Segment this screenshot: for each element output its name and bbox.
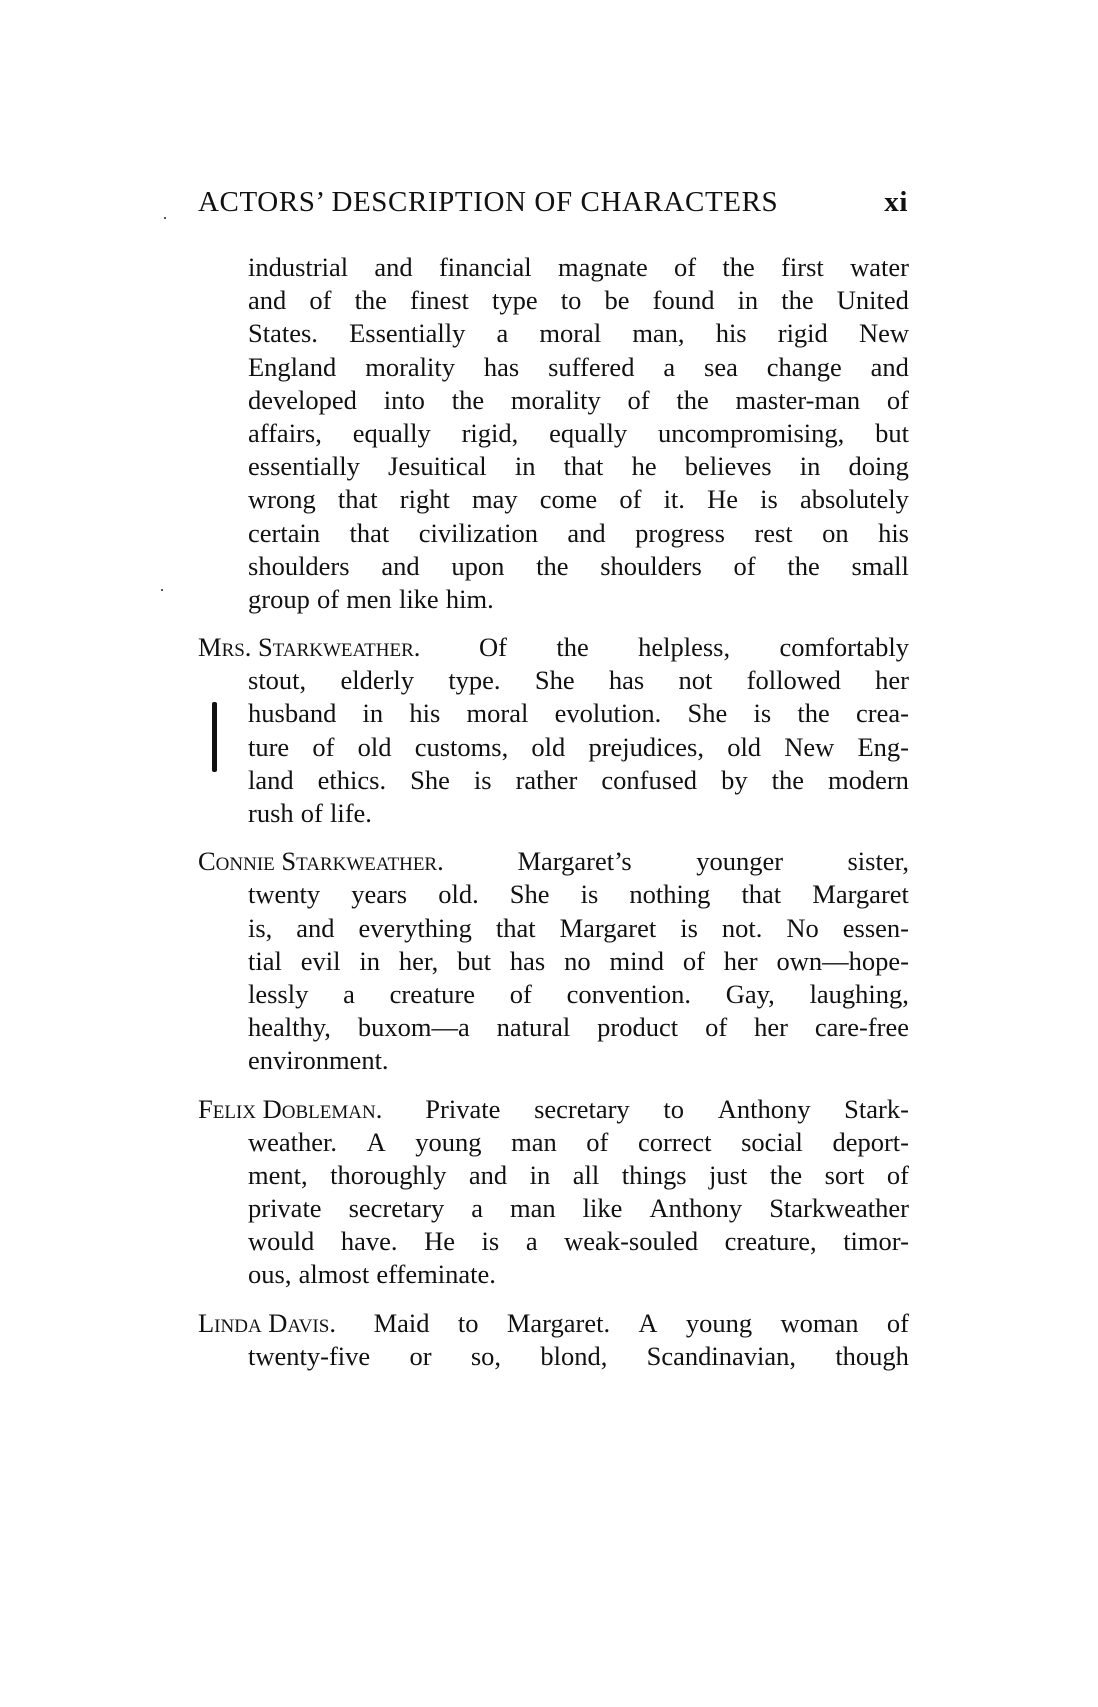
word: in — [359, 945, 380, 976]
word: Starkweather — [769, 1193, 909, 1224]
word: Eng- — [857, 731, 909, 762]
word: natural — [496, 1012, 571, 1043]
word: Stark- — [844, 1093, 909, 1124]
word: group — [248, 583, 310, 614]
word: small — [851, 550, 909, 581]
word: comfortably — [779, 632, 909, 663]
word: creature — [389, 978, 475, 1009]
word: life. — [330, 798, 372, 828]
word: no — [564, 945, 591, 976]
word: Jesuitical — [388, 451, 487, 482]
word: be — [604, 285, 630, 316]
text-line — [198, 797, 909, 830]
word: years — [351, 879, 408, 910]
word: it. — [663, 484, 685, 515]
word: own—hope- — [776, 945, 909, 976]
word: developed — [248, 384, 357, 415]
word: of — [586, 1126, 609, 1157]
word: to — [560, 285, 582, 316]
word: She — [534, 665, 575, 696]
word: is — [481, 1226, 500, 1257]
text-line — [198, 664, 909, 697]
word: healthy, — [248, 1012, 331, 1043]
word: A — [638, 1307, 658, 1338]
word: master-man — [735, 384, 861, 415]
word: private — [248, 1193, 322, 1224]
word: land — [248, 764, 294, 795]
word: that — [563, 451, 604, 482]
word: change — [766, 351, 842, 382]
word: evil — [300, 945, 341, 976]
word: Maid — [373, 1307, 430, 1338]
word: has — [483, 351, 520, 382]
word: Margaret’s — [517, 846, 632, 877]
word: the — [451, 384, 485, 415]
word: and — [296, 912, 335, 943]
word: is — [680, 912, 698, 943]
running-header — [198, 186, 908, 219]
word: man, — [632, 318, 685, 349]
text-line — [198, 417, 909, 450]
scan-speck — [164, 217, 166, 219]
word: secretary — [348, 1193, 445, 1224]
word: sort — [824, 1159, 865, 1190]
text-line — [198, 1340, 909, 1373]
word: but — [457, 945, 492, 976]
word: in — [529, 1159, 551, 1190]
word: rigid — [777, 318, 828, 349]
word: the — [781, 285, 814, 316]
word: by — [721, 764, 748, 795]
word: of — [619, 484, 642, 515]
character-entry — [198, 845, 909, 1077]
word: a — [663, 351, 676, 382]
word: He — [707, 484, 738, 515]
word: followed — [746, 665, 841, 696]
word: just — [709, 1159, 748, 1190]
word: the — [797, 698, 830, 729]
word: her — [723, 945, 758, 976]
word: of — [509, 978, 532, 1009]
word: helpless, — [638, 632, 731, 663]
word: a — [525, 1226, 538, 1257]
word: twenty-five — [248, 1340, 371, 1371]
word: correct — [637, 1126, 712, 1157]
word: the — [556, 632, 589, 663]
word: man — [510, 1193, 556, 1224]
word: of — [309, 285, 332, 316]
word: magnate — [557, 252, 648, 282]
word: the — [722, 252, 755, 282]
word: Margaret — [559, 912, 657, 943]
word: stout, — [248, 665, 307, 696]
word: upon — [451, 550, 505, 581]
word: elderly — [340, 665, 415, 696]
word: old — [357, 731, 392, 762]
word: come — [539, 484, 598, 515]
word: her — [754, 1012, 788, 1043]
text-line — [198, 1258, 909, 1291]
word: husband — [248, 698, 337, 729]
word: of — [733, 550, 756, 581]
text-line — [198, 483, 909, 516]
word: evolution. — [554, 698, 662, 729]
word: New — [784, 731, 835, 762]
word: ethics. — [317, 764, 387, 795]
word: of — [300, 798, 323, 828]
text-line — [198, 351, 909, 384]
word: No — [786, 912, 819, 943]
text-line — [198, 1126, 909, 1159]
word: Essentially — [349, 318, 466, 349]
word: ous, — [248, 1259, 292, 1290]
word: water — [850, 252, 909, 282]
word: the — [769, 1159, 803, 1190]
word: United — [836, 285, 909, 316]
word: Margaret — [812, 879, 909, 910]
word: modern — [827, 764, 909, 795]
word: A — [366, 1126, 386, 1157]
word: wrong — [248, 484, 316, 515]
word: of — [674, 252, 697, 282]
word: believes — [684, 451, 772, 482]
page-number: xi — [884, 186, 908, 218]
word: environment. — [248, 1045, 389, 1076]
word: moral — [539, 318, 602, 349]
word: mind — [609, 945, 664, 976]
text-line — [198, 764, 909, 797]
text-line — [198, 1159, 909, 1192]
scan-speck — [161, 589, 163, 591]
word: convention. — [566, 978, 691, 1009]
word: things — [621, 1159, 687, 1190]
word: care-free — [814, 1012, 909, 1043]
text-line — [198, 251, 909, 284]
word: like — [582, 1193, 623, 1224]
text-line — [198, 878, 909, 911]
word: may — [472, 484, 518, 515]
word: all — [572, 1159, 600, 1190]
word: and — [567, 517, 606, 548]
word: young — [415, 1126, 482, 1157]
word: type — [492, 285, 538, 316]
word: She — [509, 879, 550, 910]
word: of — [312, 731, 335, 762]
word: woman — [780, 1307, 859, 1338]
word: in — [362, 698, 384, 729]
word: though — [835, 1340, 909, 1371]
word: has — [509, 945, 546, 976]
word: old. — [438, 879, 479, 910]
word: he — [631, 451, 657, 482]
text-line — [198, 1093, 909, 1126]
word: is, — [248, 912, 273, 943]
word: to — [663, 1093, 685, 1124]
word: young — [685, 1307, 753, 1338]
word: the — [787, 550, 820, 581]
character-name: Mrs. Starkweather. — [198, 632, 421, 663]
word: uncompromising, — [658, 417, 845, 448]
word: affairs, — [248, 417, 322, 448]
word: type. — [448, 665, 501, 696]
continued-paragraph — [198, 251, 909, 616]
word: She — [687, 698, 728, 729]
word: and — [381, 550, 420, 581]
word: equally — [549, 417, 628, 448]
text-line — [198, 978, 909, 1011]
word: found — [652, 285, 715, 316]
text-line — [198, 1307, 909, 1340]
word: old — [531, 731, 566, 762]
word: ment, — [248, 1159, 308, 1190]
character-name: Felix Dobleman. — [198, 1093, 383, 1124]
text-line — [198, 1044, 909, 1077]
word: laughing, — [809, 978, 909, 1009]
word: is — [580, 879, 599, 910]
word: social — [741, 1126, 803, 1157]
word: of — [627, 384, 650, 415]
text-line — [198, 583, 909, 616]
character-entry — [198, 1307, 909, 1373]
character-name: Connie Starkweather. — [198, 846, 444, 877]
word: Margaret. — [506, 1307, 611, 1338]
word: States. — [248, 318, 318, 349]
word: deport- — [832, 1126, 909, 1157]
word: essentially — [248, 451, 360, 482]
word: that — [349, 517, 390, 548]
word: weather. — [248, 1126, 338, 1157]
word: first — [781, 252, 824, 282]
word: thoroughly — [330, 1159, 447, 1190]
word: would — [248, 1226, 315, 1257]
word: so, — [470, 1340, 502, 1371]
word: financial — [438, 252, 532, 282]
word: Private — [425, 1093, 501, 1124]
word: old — [727, 731, 762, 762]
word: his — [878, 517, 909, 548]
word: has — [608, 665, 645, 696]
text-line — [198, 317, 909, 350]
word: is — [753, 698, 772, 729]
word: rest — [754, 517, 793, 548]
text-line — [198, 631, 909, 664]
word: that — [741, 879, 782, 910]
word: of — [682, 945, 705, 976]
word: a — [471, 1193, 483, 1224]
word: his — [715, 318, 747, 349]
word: that — [337, 484, 378, 515]
word: secretary — [534, 1093, 630, 1124]
word: of — [316, 583, 340, 614]
word: crea- — [856, 698, 909, 729]
word: confused — [601, 764, 698, 795]
word: of — [886, 1307, 909, 1338]
text-line — [198, 1192, 909, 1225]
word: Anthony — [649, 1193, 743, 1224]
word: not. — [721, 912, 763, 943]
word: into — [383, 384, 425, 415]
word: almost — [298, 1259, 370, 1290]
word: in — [737, 285, 759, 316]
word: ture — [248, 731, 290, 762]
word: in — [514, 451, 536, 482]
word: Scandinavian, — [646, 1340, 797, 1371]
word: her — [875, 665, 909, 696]
page-body — [198, 251, 909, 1373]
word: the — [536, 550, 569, 581]
word: the — [354, 285, 387, 316]
word: weak-souled — [564, 1226, 699, 1257]
word: timor- — [843, 1226, 909, 1257]
word: blond, — [540, 1340, 608, 1371]
text-line — [198, 845, 909, 878]
word: but — [875, 417, 909, 448]
word: morality — [510, 384, 601, 415]
text-line — [198, 945, 909, 978]
word: civilization — [418, 517, 538, 548]
word: her, — [398, 945, 439, 976]
word: equally — [352, 417, 431, 448]
word: man — [511, 1126, 557, 1157]
text-line — [198, 912, 909, 945]
word: a — [343, 978, 355, 1009]
word: New — [858, 318, 909, 349]
word: is — [473, 764, 492, 795]
word: and — [374, 252, 413, 282]
word: doing — [848, 451, 909, 482]
text-line — [198, 731, 909, 764]
text-line — [198, 1011, 909, 1044]
word: and — [870, 351, 909, 382]
word: prejudices, — [588, 731, 704, 762]
word: Of — [479, 632, 507, 663]
word: everything — [358, 912, 472, 943]
word: of — [886, 384, 909, 415]
word: not — [678, 665, 713, 696]
word: and — [248, 285, 287, 316]
word: absolutely — [799, 484, 909, 515]
word: that — [495, 912, 536, 943]
word: essen- — [842, 912, 909, 943]
word: rigid, — [461, 417, 519, 448]
word: rush — [248, 798, 294, 828]
text-line — [198, 384, 909, 417]
word: lessly — [248, 978, 309, 1009]
word: shoulders — [248, 550, 350, 581]
word: She — [410, 764, 450, 795]
word: product — [597, 1012, 679, 1043]
text-line — [198, 550, 909, 583]
character-entry — [198, 631, 909, 830]
word: the — [771, 764, 804, 795]
word: and — [468, 1159, 508, 1190]
word: is — [760, 484, 778, 515]
word: on — [822, 517, 849, 548]
word: in — [799, 451, 821, 482]
word: right — [399, 484, 450, 515]
word: He — [424, 1226, 455, 1257]
word: twenty — [248, 879, 321, 910]
word: morality — [365, 351, 455, 382]
word: a — [496, 318, 509, 349]
word: effeminate. — [376, 1259, 496, 1290]
word: of — [886, 1159, 909, 1190]
word: finest — [410, 285, 469, 316]
word: certain — [248, 517, 321, 548]
word: customs, — [414, 731, 509, 762]
word: Gay, — [725, 978, 775, 1009]
text-line — [198, 697, 909, 730]
word: the — [676, 384, 709, 415]
word: sea — [704, 351, 738, 382]
word: have. — [340, 1226, 398, 1257]
word: his — [409, 698, 441, 729]
word: moral — [466, 698, 529, 729]
word: like — [398, 583, 439, 614]
word: of — [705, 1012, 728, 1043]
word: progress — [635, 517, 725, 548]
word: tial — [248, 945, 282, 976]
word: Anthony — [717, 1093, 811, 1124]
text-line — [198, 1225, 909, 1258]
word: men — [346, 583, 392, 614]
text-line — [198, 517, 909, 550]
word: suffered — [548, 351, 635, 382]
word: industrial — [248, 252, 349, 282]
character-name: Linda Davis. — [198, 1307, 336, 1338]
word: shoulders — [600, 550, 702, 581]
word: sister, — [847, 846, 909, 877]
word: or — [409, 1340, 432, 1371]
word: buxom—a — [357, 1012, 470, 1043]
word: nothing — [629, 879, 711, 910]
text-line — [198, 284, 909, 317]
word: younger — [696, 846, 784, 877]
word: creature, — [724, 1226, 817, 1257]
word: him. — [445, 583, 494, 614]
text-line — [198, 450, 909, 483]
running-title: ACTORS’ DESCRIPTION OF CHARACTERS — [198, 186, 779, 218]
character-entry — [198, 1093, 909, 1292]
word: to — [457, 1307, 479, 1338]
word: rather — [515, 764, 578, 795]
word: England — [248, 351, 337, 382]
